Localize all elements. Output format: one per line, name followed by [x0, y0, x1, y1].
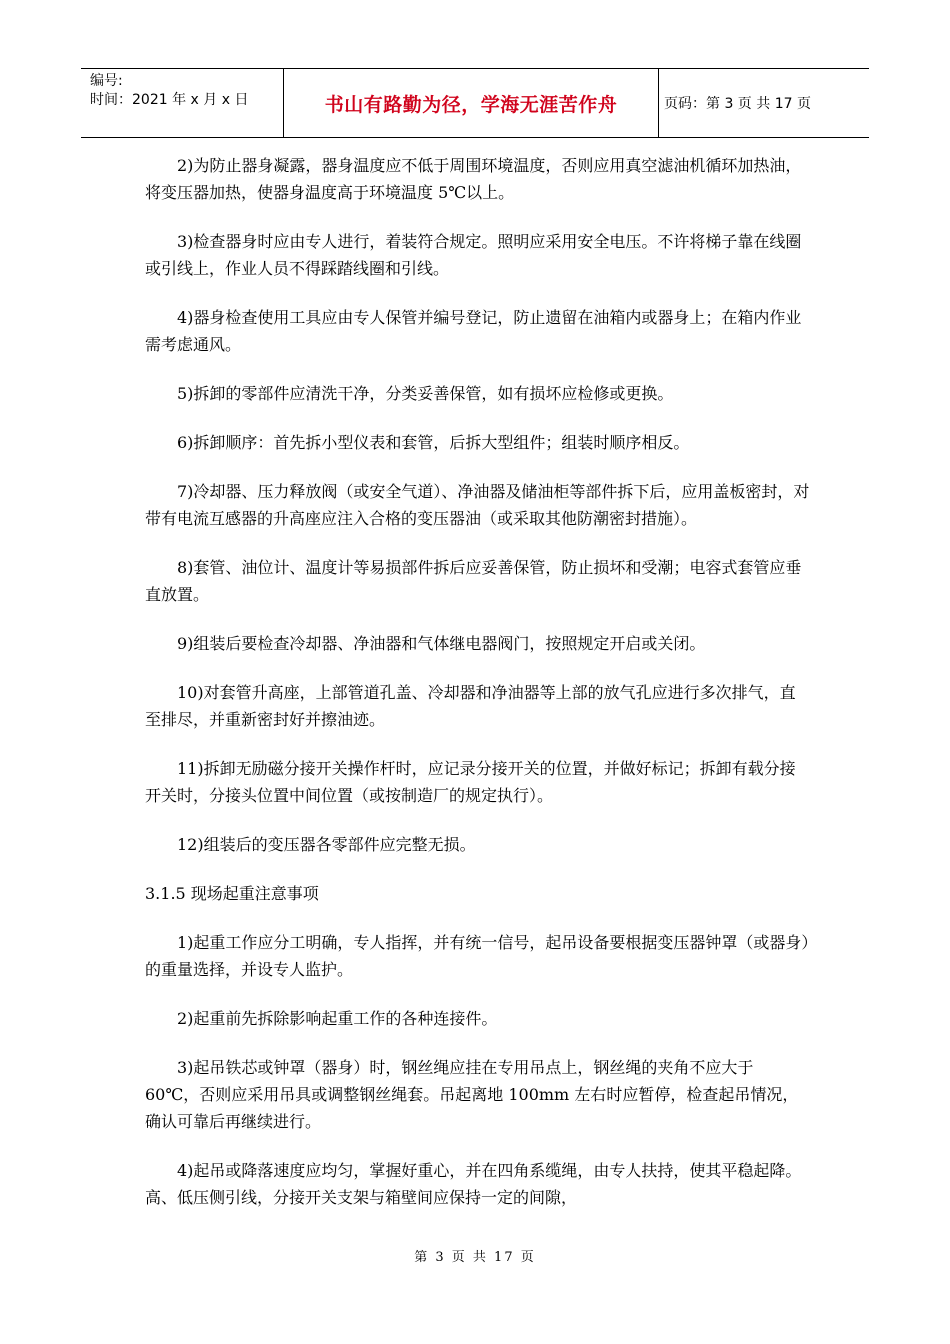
document-number-label: 编号:: [90, 73, 123, 89]
paragraph: 5)拆卸的零部件应清洗干净，分类妥善保管，如有损坏应检修或更换。: [177, 384, 674, 403]
paragraph: 4)起吊或降落速度应均匀，掌握好重心，并在四角系缆绳，由专人扶持，使其平稳起降。高、低压侧引线，分接开关支架与箱壁间应保持一定的间隙，: [145, 1161, 802, 1207]
paragraph: 10)对套管升高座，上部管道孔盖、冷却器和净油器等上部的放气孔应进行多次排气，直至排尽，并重新密封好并擦油迹。: [145, 683, 796, 729]
paragraph: 11)拆卸无励磁分接开关操作杆时，应记录分接开关的位置，并做好标记；拆卸有载分接开关时，分接头位置中间位置（或按制造厂的规定执行）。: [145, 759, 796, 805]
paragraph: 9)组装后要检查冷却器、净油器和气体继电器阀门，按照规定开启或关闭。: [177, 634, 706, 653]
paragraph: 6)拆卸顺序：首先拆小型仪表和套管，后拆大型组件；组装时顺序相反。: [177, 433, 690, 452]
paragraph: 3)起吊铁芯或钟罩（器身）时，钢丝绳应挂在专用吊点上，钢丝绳的夹角不应大于 60℃，否则应采用吊具或调整钢丝绳套。吊起离地 100mm 左右时应暂停，检查起吊情况，确认可靠后再继续进行。: [145, 1058, 799, 1131]
header-motto-cell: [284, 69, 659, 137]
paragraph: 12)组装后的变压器各零部件应完整无损。: [177, 835, 476, 854]
header-page-cell: [659, 69, 869, 137]
page-footer: 第 3 页 共 17 页: [414, 1250, 536, 1265]
header-page-info: 页码：第 3 页 共 17 页: [664, 96, 811, 112]
paragraph: 3)检查器身时应由专人进行，着装符合规定。照明应采用安全电压。不许将梯子靠在线圈或引线上，作业人员不得踩踏线圈和引线。: [145, 232, 802, 278]
paragraph: 4)器身检查使用工具应由专人保管并编号登记，防止遗留在油箱内或器身上；在箱内作业需考虑通风。: [145, 308, 802, 354]
document-body: [145, 152, 810, 1233]
header-meta-cell: [81, 69, 284, 137]
paragraph: 2)为防止器身凝露，器身温度应不低于周围环境温度，否则应用真空滤油机循环加热油，将变压器加热，使器身温度高于环境温度 5℃以上。: [145, 156, 802, 202]
paragraph: 7)冷却器、压力释放阀（或安全气道）、净油器及储油柜等部件拆下后，应用盖板密封，对带有电流互感器的升高座应注入合格的变压器油（或采取其他防潮密封措施）。: [145, 482, 810, 528]
header-table: [81, 68, 869, 138]
motto-text: 书山有路勤为径，学海无涯苦作舟: [324, 93, 618, 116]
paragraph: 1)起重工作应分工明确，专人指挥，并有统一信号，起吊设备要根据变压器钟罩（或器身）的重量选择，并设专人监护。: [145, 933, 810, 979]
paragraph: 8)套管、油位计、温度计等易损部件拆后应妥善保管，防止损坏和受潮；电容式套管应垂直放置。: [145, 558, 802, 604]
section-heading: 3.1.5 现场起重注意事项: [145, 884, 319, 903]
document-date: 时间：2021 年 x 月 x 日: [90, 92, 249, 108]
paragraph: 2)起重前先拆除影响起重工作的各种连接件。: [177, 1009, 498, 1028]
